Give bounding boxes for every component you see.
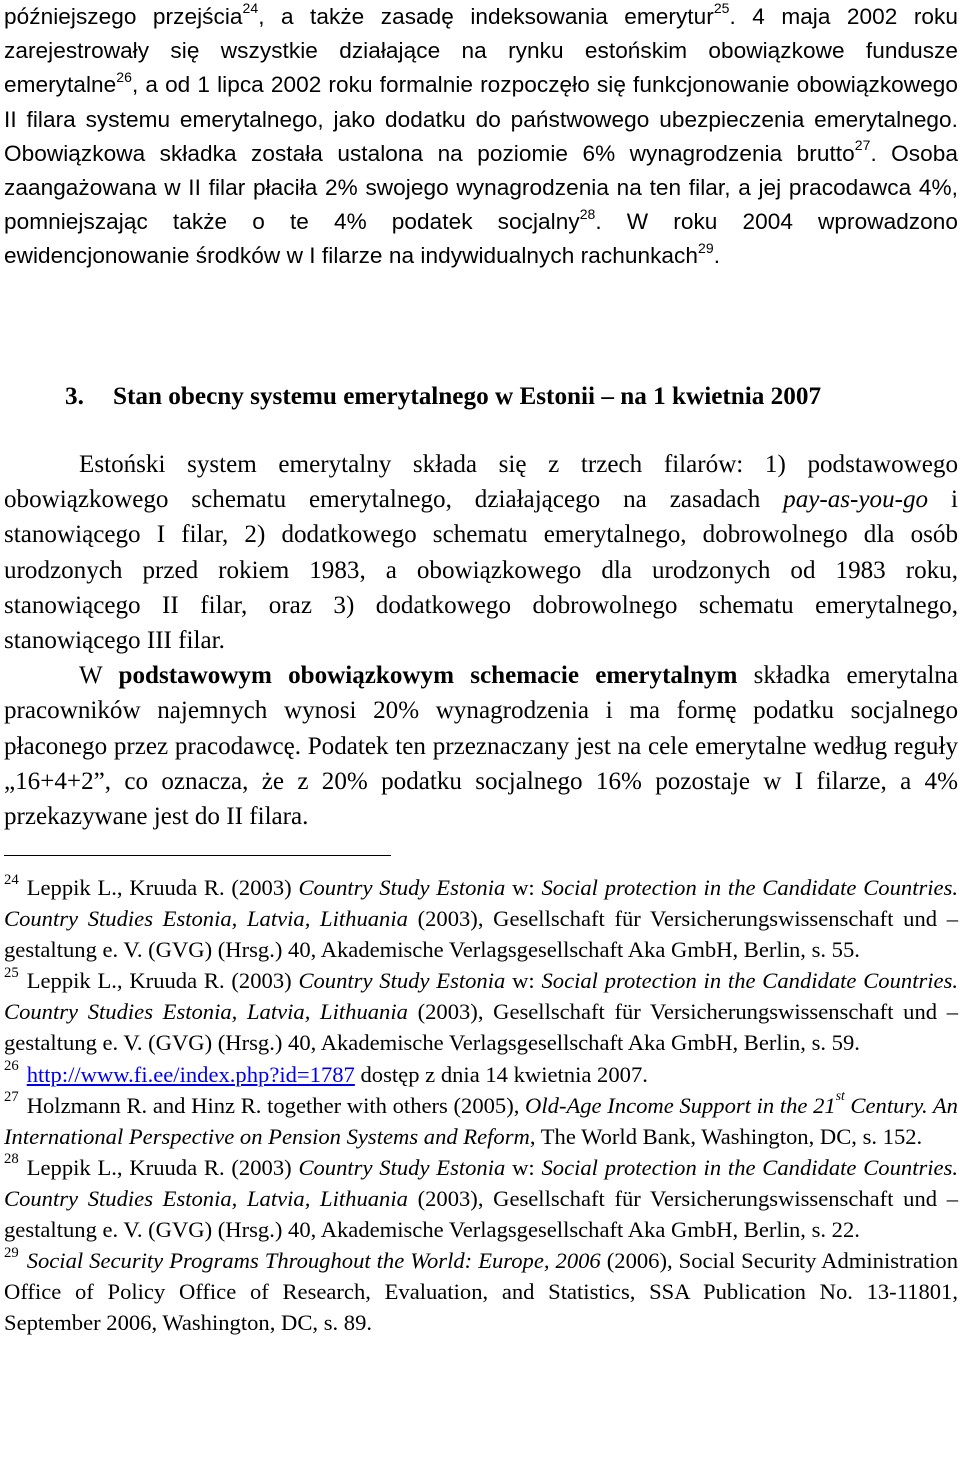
- footnote-text: Leppik L., Kruuda R. (2003): [26, 1154, 299, 1180]
- body-text: i stanowiącego I filar, 2) dodatkowego schematu emerytalnego, dobrowolnego dla osób urodzonych przed rokiem 1983, a obowiązkowego dla urodzonych od 1983 roku, stanowiącego II filar, oraz 3) dodatkowego dobrowolnego schematu emerytalnego, stanowiącego III filar.: [4, 486, 958, 655]
- footnote-superscript: st: [835, 1088, 845, 1104]
- footnote-28: [4, 1152, 958, 1245]
- footnote-29: [4, 1245, 958, 1338]
- footnote-24: [4, 872, 958, 965]
- section-number: 3.: [65, 383, 84, 410]
- intro-text: . 4 maja 2002 roku zarejestrowały się wszystkie działające na rynku estońskim obowiązkowe fundusze emerytalne: [4, 4, 958, 98]
- body-paragraph: [4, 658, 958, 834]
- footnote-27: [4, 1090, 958, 1152]
- footnote-ref-29[interactable]: 29: [698, 239, 714, 256]
- footnote-text: w:: [505, 968, 542, 994]
- intro-text: . Osoba zaangażowana w II filar płaciła 2% swojego wynagrodzenia na ten filar, a jej pracodawca 4%, pomniejszając także o te 4% podatek socjalny: [4, 140, 958, 235]
- footnote-text: Holzmann R. and Hinz R. together with others (2005),: [26, 1092, 526, 1118]
- footnote-link[interactable]: http://www.fi.ee/index.php?id=1787: [26, 1061, 355, 1087]
- footnote-number: 24: [4, 871, 19, 888]
- section-title: Stan obecny systemu emerytalnego w Estonii – na 1 kwietnia 2007: [113, 383, 822, 410]
- footnote-text: (2003), Gesellschaft für Versicherungswissenschaft und – gestaltung e. V. (GVG) (Hrsg.) 40, Akademische Verlagsgesellschaft Aka GmbH, Berlin, s. 55.: [4, 906, 958, 963]
- footnote-text: w:: [505, 1154, 542, 1180]
- footnote-ref-24[interactable]: 24: [242, 0, 259, 17]
- footnote-ref-28[interactable]: 28: [579, 205, 596, 222]
- intro-text: , a także zasadę indeksowania emerytur: [258, 4, 714, 29]
- footnote-italic: Country Study Estonia: [298, 1154, 506, 1180]
- body-text: W: [79, 662, 119, 690]
- body-paragraph: [4, 447, 958, 658]
- footnote-number: 25: [4, 964, 19, 981]
- footnote-number: 29: [4, 1244, 19, 1261]
- footnote-text: dostęp z dnia 14 kwietnia 2007.: [354, 1061, 648, 1087]
- footnote-italic: Century. An International Perspective on Pension Systems and Reform: [4, 1092, 958, 1149]
- body-text: składka emerytalna pracowników najemnych wynosi 20% wynagrodzenia i ma formę podatku socjalnego płaconego przez pracodawcę. Podatek ten przeznaczany jest na cele emerytalne według reguły „16+4+2”, co oznacza, że z 20% podatku socjalnego 16% pozostaje w I filarze, a 4% przekazywane jest do II filara.: [4, 662, 958, 831]
- footnote-separator: [4, 855, 391, 856]
- footnote-number: 27: [4, 1089, 19, 1106]
- footnote-italic: Country Study Estonia: [298, 875, 506, 900]
- intro-text: .: [713, 243, 721, 269]
- footnote-text: (2003), Gesellschaft für Versicherungswissenschaft und – gestaltung e. V. (GVG) (Hrsg.) 40, Akademische Verlagsgesellschaft Aka GmbH, Berlin, s. 22.: [4, 1185, 958, 1243]
- footnotes: [4, 872, 958, 1338]
- footnote-ref-27[interactable]: 27: [854, 137, 871, 154]
- footnote-italic: Country Study Estonia: [298, 968, 506, 994]
- footnote-number: 28: [4, 1151, 19, 1168]
- footnote-italic: Social protection in the Candidate Countries. Country Studies Estonia, Latvia, Lithuania: [4, 968, 959, 1025]
- intro-text: , a od 1 lipca 2002 roku formalnie rozpoczęło się funkcjonowanie obowiązkowego II filara systemu emerytalnego, jako dodatku do państwowego ubezpieczenia emerytalnego. Obowiązkowa składka została ustalona na poziomie 6% wynagrodzenia brutto: [4, 72, 958, 166]
- footnote-number: 26: [4, 1058, 19, 1075]
- body-text: Estoński system emerytalny składa się z trzech filarów: 1) podstawowego obowiązkowego schematu emerytalnego, działającego na zasadach: [4, 451, 958, 514]
- footnote-text: w:: [505, 875, 542, 900]
- footnote-text: Leppik L., Kruuda R. (2003): [26, 968, 299, 994]
- footnote-text: (2006), Social Security Administration Office of Policy Office of Research, Evaluation, and Statistics, SSA Publication No. 13-11801, September 2006, Washington, DC, s. 89.: [4, 1248, 958, 1336]
- intro-text: . W roku 2004 wprowadzono ewidencjonowanie środków w I filarze na indywidualnych rachunkach: [4, 209, 959, 269]
- footnote-25: [4, 965, 958, 1058]
- section-heading: [65, 380, 821, 414]
- footnote-italic: Old-Age Income Support in the 21: [525, 1092, 836, 1118]
- footnote-italic: Social protection in the Candidate Countries. Country Studies Estonia, Latvia, Lithuania: [4, 1154, 959, 1211]
- footnote-italic: Social Security Programs Throughout the World: Europe, 2006: [26, 1248, 601, 1274]
- footnote-ref-26[interactable]: 26: [116, 68, 132, 85]
- section-body: [4, 447, 958, 834]
- body-bold-term: podstawowym obowiązkowym schemacie emerytalnym: [118, 662, 738, 690]
- intro-text: późniejszego przejścia: [4, 4, 243, 29]
- footnote-text: (2003), Gesellschaft für Versicherungswissenschaft und – gestaltung e. V. (GVG) (Hrsg.) 40, Akademische Verlagsgesellschaft Aka GmbH, Berlin, s. 59.: [4, 999, 958, 1056]
- footnote-italic: Social protection in the Candidate Countries. Country Studies Estonia, Latvia, Lithuania: [4, 875, 959, 932]
- footnote-26: [4, 1059, 958, 1090]
- footnote-text: Leppik L., Kruuda R. (2003): [26, 875, 299, 900]
- intro-paragraph: [4, 0, 958, 274]
- body-italic-term: pay-as-you-go: [783, 486, 929, 514]
- footnote-ref-25[interactable]: 25: [713, 0, 730, 17]
- footnote-text: , The World Bank, Washington, DC, s. 152.: [529, 1123, 923, 1149]
